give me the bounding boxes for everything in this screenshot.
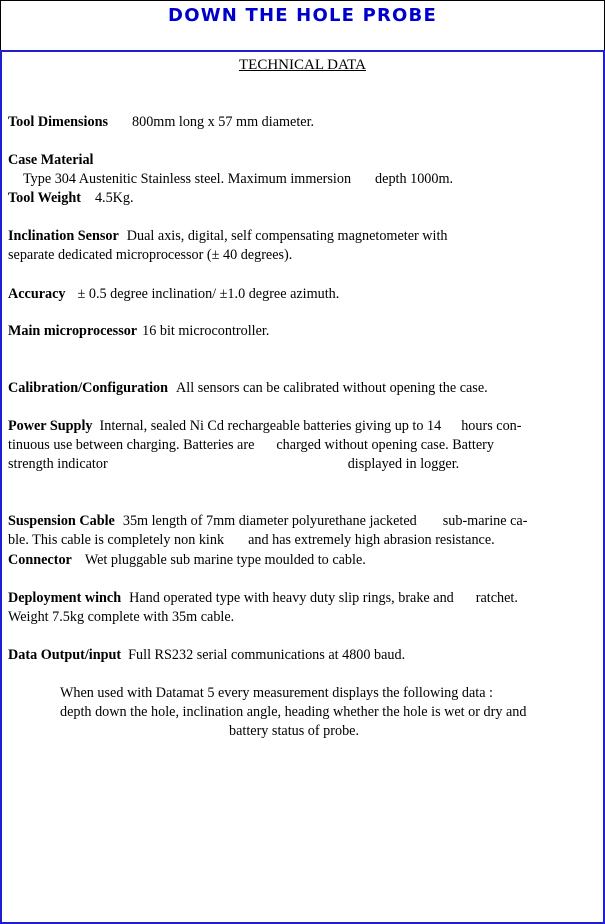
spec-label: Accuracy — [8, 286, 66, 302]
spec-label: Main microprocessor — [8, 323, 138, 339]
spec-value: ratchet. — [475, 590, 518, 606]
spec-value: sub-marine ca- — [442, 513, 528, 529]
spec-value: ± 0.5 degree inclination/ ±1.0 degree azimuth. — [77, 286, 340, 302]
spec-value: 800mm long x 57 mm diameter. — [132, 114, 315, 130]
spec-suspension-cable — [8, 512, 598, 550]
page-title: DOWN THE HOLE PROBE — [168, 5, 437, 26]
spec-main-microprocessor — [8, 322, 598, 341]
spec-value: separate dedicated microprocessor (± 40 degrees). — [8, 247, 293, 263]
spec-label: Deployment winch — [8, 590, 122, 606]
spec-label: Power Supply — [8, 418, 93, 434]
spec-value: charged without opening case. Battery — [276, 437, 494, 453]
spec-value: All sensors can be calibrated without opening the case. — [176, 380, 488, 396]
spec-label: Suspension Cable — [8, 513, 115, 529]
spec-value: displayed in logger. — [347, 456, 460, 472]
spec-calibration — [8, 379, 598, 398]
datamat-note — [60, 684, 600, 741]
spec-value: Hand operated type with heavy duty slip rings, brake and — [129, 590, 454, 606]
spec-value: Internal, sealed Ni Cd rechargeable batteries giving up to 14 — [99, 418, 442, 434]
spec-label: Tool Weight — [8, 190, 81, 206]
spec-accuracy — [8, 285, 598, 304]
spec-value: 35m length of 7mm diameter polyurethane jacketed — [122, 513, 417, 529]
spec-label: Inclination Sensor — [8, 228, 119, 244]
spec-value: Wet pluggable sub marine type moulded to cable. — [84, 552, 366, 568]
spec-value: tinuous use between charging. Batteries are — [8, 437, 255, 453]
spec-value: Weight 7.5kg complete with 35m cable. — [8, 609, 235, 625]
note-line: battery status of probe. — [229, 723, 360, 739]
spec-value: Type 304 Austenitic Stainless steel. Maximum immersion — [23, 171, 352, 187]
spec-data-output — [8, 646, 598, 665]
spec-value: strength indicator — [8, 456, 108, 472]
spec-label: Tool Dimensions — [8, 114, 108, 130]
spec-value: and has extremely high abrasion resistance. — [248, 532, 495, 548]
note-line: depth down the hole, inclination angle, heading whether the hole is wet or dry and — [60, 704, 527, 720]
spec-value: hours con- — [461, 418, 522, 434]
spec-case-material — [8, 151, 598, 189]
spec-value: depth 1000m. — [375, 171, 454, 187]
spec-value: ble. This cable is completely non kink — [8, 532, 225, 548]
spec-label: Calibration/Configuration — [8, 380, 169, 396]
section-heading: TECHNICAL DATA — [239, 57, 366, 73]
spec-value: 16 bit microcontroller. — [142, 323, 270, 339]
spec-value: Full RS232 serial communications at 4800 baud. — [128, 647, 406, 663]
spec-value: Dual axis, digital, self compensating magnetometer with — [126, 228, 448, 244]
spec-power-supply — [8, 417, 598, 474]
spec-label: Case Material — [8, 152, 94, 168]
note-line: When used with Datamat 5 every measurement displays the following data : — [60, 685, 493, 701]
spec-label: Connector — [8, 552, 72, 568]
spec-inclination-sensor — [8, 227, 598, 265]
spec-tool-weight — [8, 189, 598, 208]
spec-deployment-winch — [8, 589, 598, 627]
spec-connector — [8, 551, 598, 570]
spec-tool-dimensions — [8, 113, 598, 132]
spec-label: Data Output/input — [8, 647, 122, 663]
spec-value: 4.5Kg. — [94, 190, 134, 206]
